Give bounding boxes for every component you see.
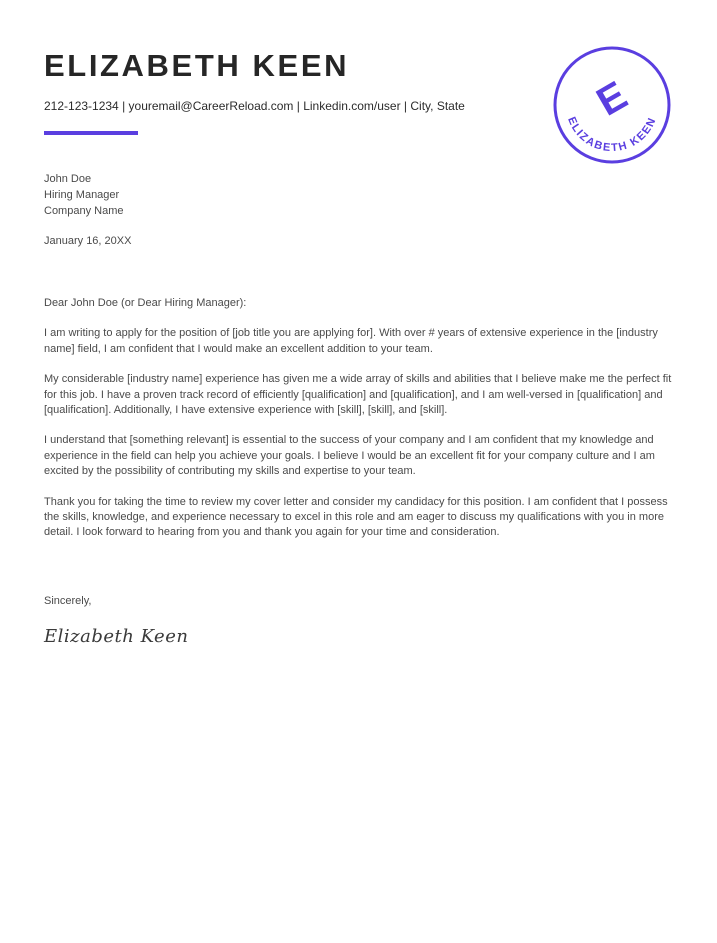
recipient-title: Hiring Manager: [44, 189, 120, 201]
letter-date: January 16, 20XX: [44, 235, 132, 247]
body-paragraph: Thank you for taking the time to review my cover letter and consider my candidacy for this position. I am confident that I possess the skills, knowledge, and experience necessary to excel in this role and am eager to discuss my qualifications with you in more detail. I look forward to hearing from you and thank you again for your time and consideration.: [44, 495, 668, 539]
salutation: Dear John Doe (or Dear Hiring Manager):: [44, 297, 247, 309]
recipient-address: [44, 171, 123, 219]
applicant-name: ELIZABETH KEEN: [44, 48, 350, 83]
contact-line: 212-123-1234 | youremail@CareerReload.com | Linkedin.com/user | City, State: [44, 99, 465, 113]
monogram-initial: E: [589, 73, 635, 125]
closing: Sincerely,: [44, 595, 92, 607]
body-paragraph: I am writing to apply for the position of [job title you are applying for]. With over # years of extensive experience in the [industry name] field, I am confident that I would make an excellent addition to your team.: [44, 327, 658, 355]
body-paragraph: My considerable [industry name] experience has given me a wide array of skills and abilities that I believe make me the perfect fit for this job. I have a proven track record of efficiently [qualification] and [qualification], and I am well-versed in [qualification] and [qualification]. Additionally, I have extensive experience with [skill], [skill], and [skill].: [44, 373, 672, 417]
accent-bar: [44, 131, 138, 135]
monogram-ring-text: ELIZABETH KEEN: [565, 115, 659, 155]
letter-body: [44, 296, 674, 556]
recipient-name: John Doe: [44, 173, 92, 185]
body-paragraph: I understand that [something relevant] is essential to the success of your company and I am confident that my knowledge and experience in the field can help you achieve your goals. I believe I would be an excellent fit for your company culture and I am excited by the possibility of contributing my skills and expertise to your team.: [44, 434, 655, 478]
signature: Elizabeth Keen: [44, 626, 189, 647]
monogram-logo: [551, 44, 673, 166]
recipient-company: Company Name: [44, 205, 124, 217]
